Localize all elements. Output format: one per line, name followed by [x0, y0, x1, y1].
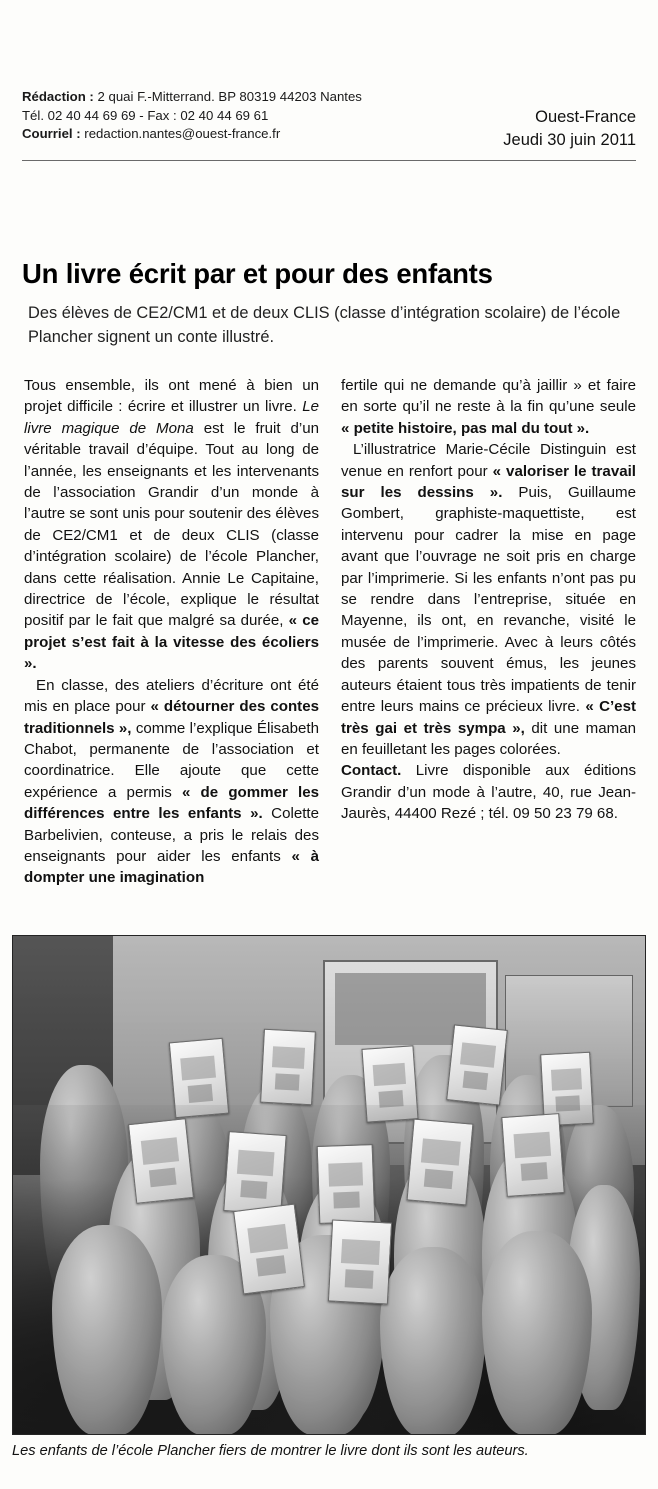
par1-quote: « ce projet s’est fait à la vitesse des écoliers ». [24, 612, 319, 673]
paragraph-3 [341, 375, 636, 439]
masthead [22, 88, 636, 152]
courriel-line [22, 125, 362, 144]
contact-paragraph [341, 760, 636, 824]
paragraph-1 [24, 375, 319, 675]
par2-part-a: En classe, des ateliers d’écriture ont été mis en place pour [24, 676, 319, 716]
par3-quote: « petite histoire, pas mal du tout ». [341, 419, 590, 437]
par1-part-b: est le fruit d’un véritable travail d’équipe. Tout au long de l’année, les enseignants et les intervenants de l’association Grandir d’un monde à l’autre se sont unis pour soutenir des élèves de CE2/CM1 et de deux CLIS (classe d’intégration scolaire) de l’école Plancher, dans cette réalisation. Annie Le Capitaine, directrice de l’école, explique le résultat positif par le fait que malgré sa durée, [24, 419, 320, 630]
paragraph-4 [341, 439, 636, 760]
column-right [341, 375, 636, 889]
paragraph-2 [24, 675, 319, 889]
par2-part-c: Colette Barbelivien, conteuse, a pris le relais des enseignants pour aider les enfants [24, 805, 319, 865]
par2-quote-1: « détourner des contes traditionnels », [24, 698, 319, 737]
masthead-divider [22, 160, 636, 161]
par4-quote-2: « C’est très gai et très sympa », [341, 698, 636, 737]
redaction-label: Rédaction : [22, 89, 94, 104]
courriel-label: Courriel : [22, 126, 81, 141]
par2-quote-2: « de gommer les différences entre les enfants ». [24, 783, 320, 823]
redaction-value: 2 quai F.-Mitterrand. BP 80319 44203 Nantes [97, 89, 362, 104]
contact-label: Contact. [341, 762, 402, 780]
article-standfirst: Des élèves de CE2/CM1 et de deux CLIS (classe d’intégration scolaire) de l’école Plancher signent un conte illustré. [28, 304, 621, 346]
par2-quote-3: « à dompter une imagination [24, 847, 320, 887]
par4-quote-1: « valoriser le travail sur les dessins ». [341, 462, 636, 502]
redaction-line [22, 88, 362, 107]
column-left [24, 375, 319, 889]
masthead-contact-block [22, 88, 362, 144]
page-title: Un livre écrit par et pour des enfants [22, 258, 493, 289]
par4-part-a: L’illustratrice Marie-Cécile Distinguin est venue en renfort pour [341, 441, 636, 480]
par1-part-a: Tous ensemble, ils ont mené à bien un projet difficile : écrire et illustrer un livre. [24, 377, 319, 416]
article-photo [12, 935, 646, 1435]
publication-name: Ouest-France [535, 108, 636, 126]
par4-part-c: dit une maman en feuilletant les pages colorées. [341, 719, 636, 758]
photo-border [12, 935, 646, 1435]
contact-details: Livre disponible aux éditions Grandir d’un mode à l’autre, 40, rue Jean-Jaurès, 44400 Rezé ; tél. 09 50 23 79 68. [341, 762, 636, 823]
masthead-publication-block [503, 88, 636, 152]
phone-line: Tél. 02 40 44 69 69 - Fax : 02 40 44 69 61 [22, 107, 269, 123]
publication-date: Jeudi 30 juin 2011 [503, 131, 636, 149]
book-title: Le livre magique de Mona [24, 398, 319, 437]
article-body [24, 375, 636, 889]
par3-part-a: fertile qui ne demande qu’à jaillir » et faire en sorte qu’il ne reste à la fin qu’une seule [341, 377, 636, 416]
photo-caption: Les enfants de l’école Plancher fiers de montrer le livre dont ils sont les auteurs. [12, 1443, 529, 1459]
par2-part-b: comme l’explique Élisabeth Chabot, permanente de l’association et coordinatrice. Elle ajoute que cette expérience a permis [24, 719, 319, 801]
courriel-value[interactable]: redaction.nantes@ouest-france.fr [84, 126, 281, 141]
par4-part-b: Puis, Guillaume Gombert, graphiste-maquettiste, est intervenu pour cadrer la mise en page avant que l’ouvrage ne soit pris en charge par l’imprimerie. Si les enfants n’ont pas pu se rendre dans l’entreprise, située en Mayenne, ils ont, en revanche, visité le musée de l’imprimerie. Avec à leurs côtés des parents souvent émus, les jeunes auteurs étaient tous très impatients de tenir entre leurs mains ce précieux livre. [341, 484, 636, 716]
